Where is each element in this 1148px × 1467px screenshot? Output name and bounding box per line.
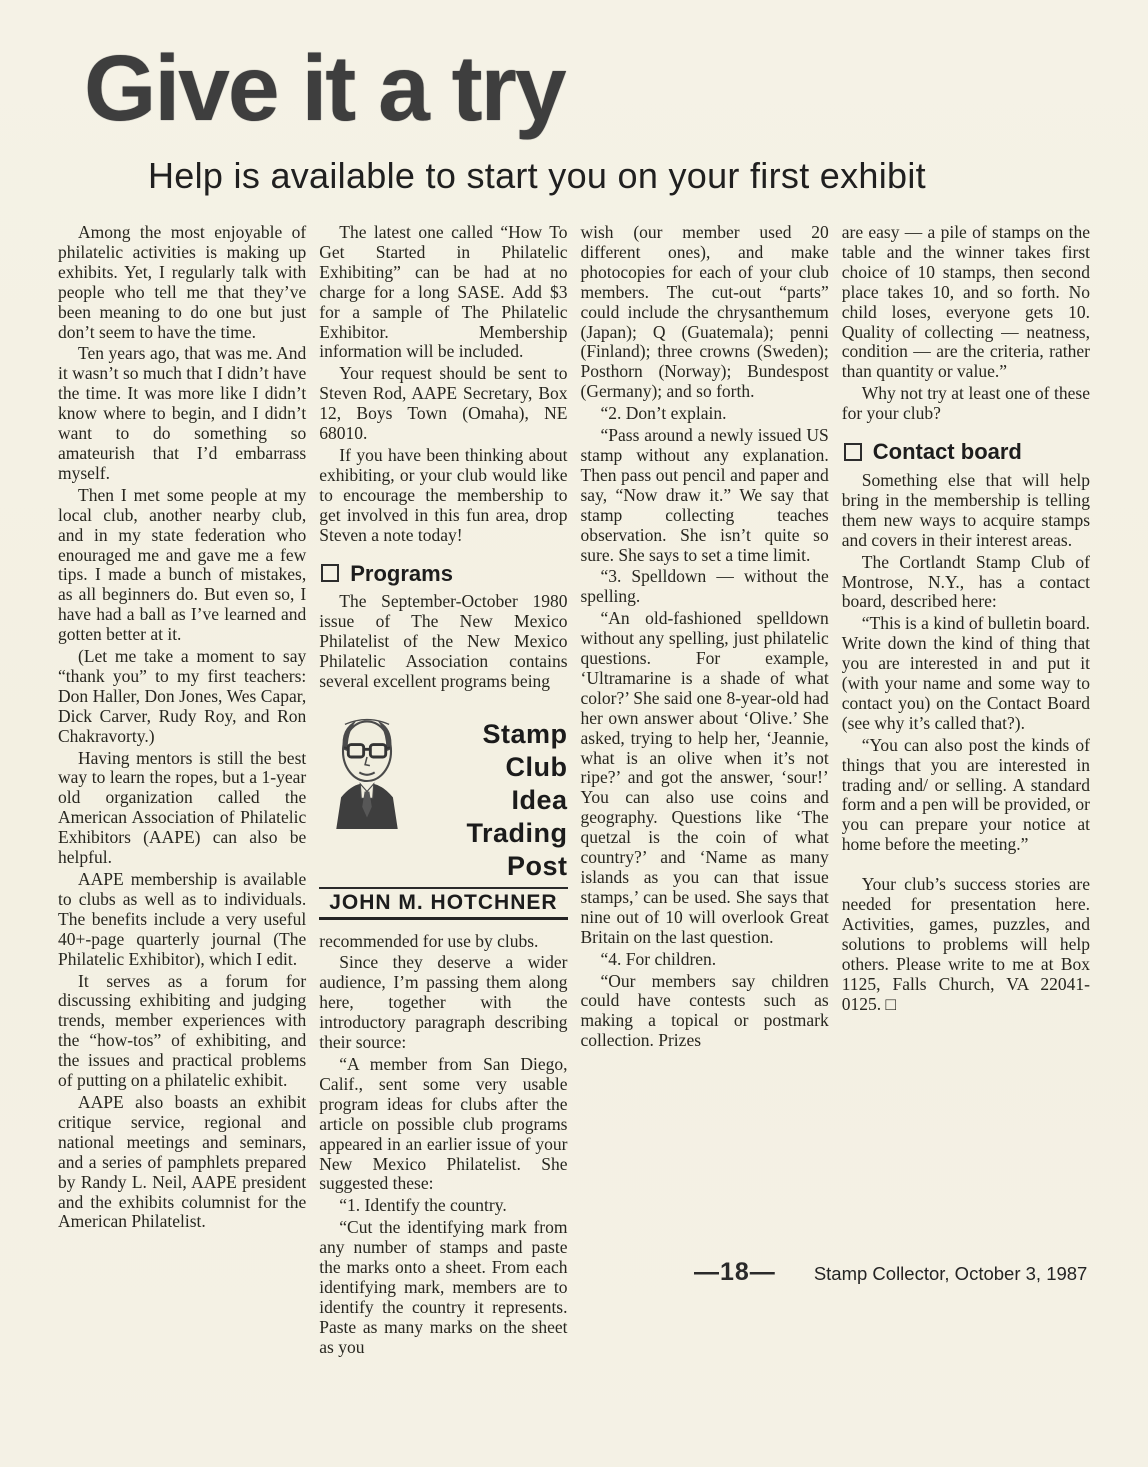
article-header: [0, 0, 1148, 197]
column-3: [581, 223, 829, 1360]
checkbox-icon: [844, 443, 862, 461]
paragraph: are easy — a pile of stamps on the table and the winner takes first choice of 10 stamps, then second place takes 10, and so forth. No child loses, everyone gets 10. Quality of collecting — neatness, condition — are the criteria, rather than quantity or value.”: [841, 222, 1090, 382]
paragraph: “Pass around a newly issued US stamp without any explanation. Then pass out pencil and paper and say, “Now draw it.” We say that stamp collecting teaches observation. She isn’t quite so sure. She says to set a time limit.: [580, 425, 829, 565]
paragraph: (Let me take a moment to say “thank you” to my first teachers: Don Haller, Don Jones, Wes Capar, Dick Carver, Rudy Roy, and Ron Chakravorty.): [58, 646, 307, 746]
paragraph: “A member from San Diego, Calif., sent some very usable program ideas for clubs after the article on possible club programs appeared in an earlier issue of your New Mexico Philatelist. She suggested these:: [319, 1053, 568, 1194]
author-portrait-icon: [319, 708, 415, 830]
masthead-title-line: Trading: [466, 817, 568, 848]
paragraph: AAPE also boasts an exhibit critique service, regional and national meetings and seminars, and a series of pamphlets prepared by Randy L. Neil, AAPE president and the exhibits columnist for the American Philatelist.: [58, 1091, 307, 1232]
paragraph: Then I met some people at my local club, another nearby club, and in my state federation who enouraged me and gave me a few tips. I made a bunch of mistakes, as all beginners do. But even so, I have had a ball as I’ve learned and gotten better at it.: [58, 484, 307, 645]
section-heading-contact-board: [844, 439, 1090, 465]
section-heading-programs: [321, 560, 567, 586]
checkbox-icon: [321, 564, 339, 582]
paragraph: Your request should be sent to Steven Rod, AAPE Secretary, Box 12, Boys Town (Omaha), NE 68010.: [319, 363, 568, 444]
author-byline: JOHN M. HOTCHNER: [329, 890, 558, 914]
page-footer: [694, 1258, 1087, 1287]
masthead-title-line: Stamp Club: [482, 718, 568, 782]
paragraph: The Cortlandt Stamp Club of Montrose, N.Y., has a contact board, described here:: [841, 551, 1090, 612]
paragraph: recommended for use by clubs.: [319, 930, 539, 951]
article-columns: [58, 223, 1090, 1360]
article-headline: Give it a try: [84, 36, 565, 140]
paragraph: Having mentors is still the best way to learn the ropes, but a 1-year old organization called the American Association of Philatelic Exhibitors (AAPE) can also be helpful.: [58, 747, 307, 868]
masthead-rule-bottom: [319, 917, 567, 920]
paragraph: The latest one called “How To Get Started in Philatelic Exhibiting” can be had at no charge for a long SASE. Add $3 for a sample of The Philatelic Exhibitor. Membership information will be included.: [319, 222, 568, 362]
column-4: [842, 223, 1090, 1360]
paragraph: Why not try at least one of these for your club?: [841, 383, 1090, 424]
paragraph: “This is a kind of bulletin board. Write down the kind of thing that you are interested in and put it (with your name and some way to contact you) on the Contact Board (see why it’s called that?).: [841, 613, 1090, 733]
paragraph: The September-October 1980 issue of The New Mexico Philatelist of the New Mexico Philatelic Association contains several excellent programs being: [319, 591, 568, 692]
article-subheadline: Help is available to start you on your first exhibit: [148, 155, 926, 196]
paragraph: If you have been thinking about exhibiting, or your club would like to encourage the membership to get involved in this fun area, drop Steven a note today!: [319, 444, 568, 545]
paragraph: Since they deserve a wider audience, I’m passing them along here, together with the introductory paragraph describing their source:: [319, 952, 568, 1053]
paragraph: Your club’s success stories are needed for presentation here. Activities, games, puzzles, and solutions to problems will help others. Please write to me at Box 1125, Falls Church, VA 22041-0125. □: [841, 874, 1090, 1014]
paragraph: wish (our member used 20 different ones), and make photocopies for each of your club members. The cut-out “parts” could include the chrysanthemum (Japan); Q (Guatemala); penni (Finland); three crowns (Sweden); Posthorn (Norway); Bundespost (Germany); and so forth.: [580, 222, 829, 402]
paragraph: It serves as a forum for discussing exhibiting and judging trends, member experiences with the “how-tos” of exhibiting, and the issues and practical problems of putting on a philatelic exhibit.: [58, 970, 307, 1091]
paragraph: “Cut the identifying mark from any number of stamps and paste the marks onto a sheet. From each identifying mark, members are to identify the country it represents. Paste as many marks on the sheet as you: [319, 1217, 568, 1357]
paragraph: “Our members say children could have contests such as making a topical or postmark collection. Prizes: [580, 970, 829, 1051]
section-heading-label: Programs: [350, 560, 453, 586]
paragraph: “You can also post the kinds of things that you are interested in trading and/ or selling. A standard form and a pen will be provided, or you can prepare your notice at home before the meeting.”: [841, 734, 1090, 855]
column-1: [58, 223, 306, 1360]
paragraph: “An old-fashioned spelldown without any spelling, just philatelic questions. For example, ‘Ultramarine is a shade of what color?’ She said one 8-year-old had her own answer about ‘Olive.’ She asked, trying to help her, ‘Jeannie, what is an olive when it’s not ripe?’ and got the answer, ‘sour!’ You can also use coins and geography. Questions like ‘The quetzal is the coin of what country?’ and ‘Name as many islands as you can that issue stamps,’ can be used. She says that nine out of 10 will overlook Great Britain on the last question.: [580, 608, 829, 947]
paragraph: Something else that will help bring in the membership is telling them new ways to acquire stamps and covers in their interest areas.: [841, 469, 1090, 550]
masthead-title-line: Post: [506, 850, 568, 881]
column-2: [319, 223, 567, 1360]
masthead-top: [319, 708, 567, 883]
paragraph: Among the most enjoyable of philatelic activities is making up exhibits. Yet, I regularly talk with people who tell me that they’ve been meaning to do one but just don’t seem to have the time.: [58, 222, 307, 342]
paragraph: “3. Spelldown — without the spelling.: [580, 566, 829, 607]
paragraph: “1. Identify the country.: [339, 1195, 507, 1216]
paragraph: AAPE membership is available to clubs as well as to individuals. The benefits include a very useful 40+-page quarterly journal (The Philatelic Exhibitor), which I edit.: [58, 869, 307, 969]
paragraph: “2. Don’t explain.: [600, 403, 727, 424]
paragraph: Ten years ago, that was me. And it wasn’t so much that I didn’t have the time. It was more like I didn’t know where to begin, and I didn’t want to do something so amateurish that I’d embarrass myself.: [58, 343, 307, 483]
masthead-title-line: Idea: [511, 784, 568, 815]
paragraph: “4. For children.: [600, 948, 717, 969]
column-masthead: [319, 708, 567, 920]
publication-dateline: Stamp Collector, October 3, 1987: [813, 1263, 1088, 1284]
masthead-title: [415, 708, 567, 883]
section-heading-label: Contact board: [872, 439, 1022, 465]
page-number: —18—: [694, 1258, 776, 1286]
masthead-rule-top: [319, 887, 567, 889]
